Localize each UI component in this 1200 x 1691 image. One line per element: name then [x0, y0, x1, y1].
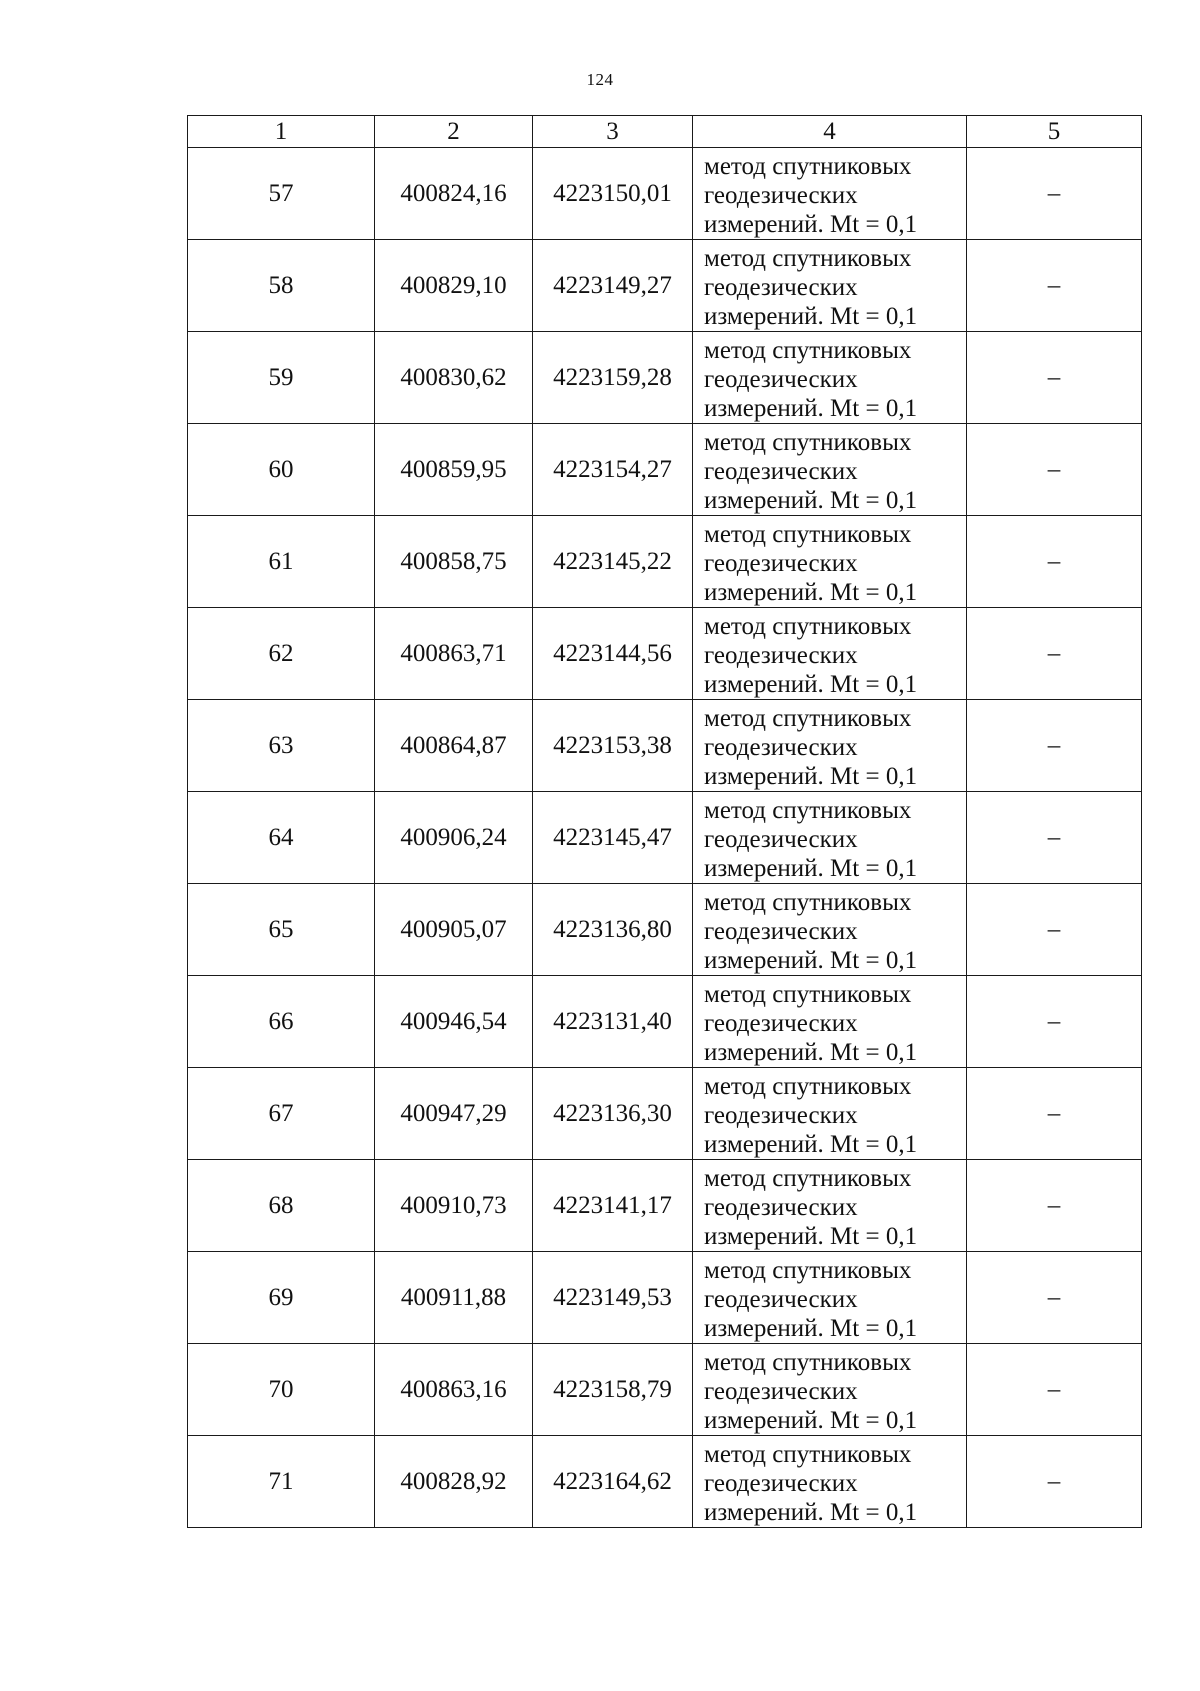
method-description-cell	[693, 976, 967, 1068]
method-description-cell	[693, 332, 967, 424]
note-cell: –	[967, 884, 1142, 976]
point-number-cell: 69	[188, 1252, 375, 1344]
y-coordinate-cell: 4223131,40	[533, 976, 693, 1068]
y-coordinate-cell: 4223136,30	[533, 1068, 693, 1160]
note-cell: –	[967, 1344, 1142, 1436]
y-coordinate-cell: 4223145,22	[533, 516, 693, 608]
note-cell: –	[967, 148, 1142, 240]
x-coordinate-cell: 400828,92	[375, 1436, 533, 1528]
point-number-cell: 65	[188, 884, 375, 976]
method-description-cell	[693, 1252, 967, 1344]
x-coordinate-cell: 400910,73	[375, 1160, 533, 1252]
point-number-cell: 61	[188, 516, 375, 608]
method-description-line: геодезических	[704, 1102, 858, 1129]
note-cell: –	[967, 608, 1142, 700]
y-coordinate-cell: 4223164,62	[533, 1436, 693, 1528]
y-coordinate-cell: 4223145,47	[533, 792, 693, 884]
y-coordinate-cell: 4223153,38	[533, 700, 693, 792]
point-number-cell: 59	[188, 332, 375, 424]
column-header-2: 2	[375, 116, 533, 148]
table-row	[188, 148, 1142, 240]
y-coordinate-cell: 4223158,79	[533, 1344, 693, 1436]
method-description-line: измерений. Mt = 0,1	[704, 763, 918, 790]
y-coordinate-cell: 4223144,56	[533, 608, 693, 700]
y-coordinate-cell: 4223149,53	[533, 1252, 693, 1344]
table-row	[188, 792, 1142, 884]
y-coordinate-cell: 4223141,17	[533, 1160, 693, 1252]
point-number-cell: 62	[188, 608, 375, 700]
point-number-cell: 68	[188, 1160, 375, 1252]
method-description-cell	[693, 1068, 967, 1160]
method-description-line: геодезических	[704, 366, 858, 393]
table-row	[188, 1252, 1142, 1344]
method-description-line: геодезических	[704, 1286, 858, 1313]
table-row	[188, 884, 1142, 976]
method-description-line: измерений. Mt = 0,1	[704, 487, 918, 514]
table-row	[188, 700, 1142, 792]
x-coordinate-cell: 400859,95	[375, 424, 533, 516]
method-description-line: метод спутниковых	[704, 245, 912, 272]
method-description-line: метод спутниковых	[704, 337, 912, 364]
table-row	[188, 1068, 1142, 1160]
header-row	[188, 116, 1142, 148]
point-number-cell: 66	[188, 976, 375, 1068]
point-number-cell: 58	[188, 240, 375, 332]
y-coordinate-cell: 4223136,80	[533, 884, 693, 976]
method-description-cell	[693, 240, 967, 332]
method-description-line: измерений. Mt = 0,1	[704, 579, 918, 606]
table-row	[188, 976, 1142, 1068]
method-description-line: метод спутниковых	[704, 889, 912, 916]
x-coordinate-cell: 400863,16	[375, 1344, 533, 1436]
point-number-cell: 71	[188, 1436, 375, 1528]
x-coordinate-cell: 400947,29	[375, 1068, 533, 1160]
note-cell: –	[967, 516, 1142, 608]
method-description-line: метод спутниковых	[704, 1257, 912, 1284]
x-coordinate-cell: 400864,87	[375, 700, 533, 792]
column-header-5: 5	[967, 116, 1142, 148]
x-coordinate-cell: 400829,10	[375, 240, 533, 332]
note-cell: –	[967, 976, 1142, 1068]
method-description-line: геодезических	[704, 918, 858, 945]
method-description-cell	[693, 1160, 967, 1252]
note-cell: –	[967, 1160, 1142, 1252]
point-number-cell: 60	[188, 424, 375, 516]
method-description-line: геодезических	[704, 550, 858, 577]
method-description-line: метод спутниковых	[704, 1165, 912, 1192]
note-cell: –	[967, 424, 1142, 516]
point-number-cell: 70	[188, 1344, 375, 1436]
table-row	[188, 240, 1142, 332]
method-description-line: измерений. Mt = 0,1	[704, 855, 918, 882]
method-description-line: геодезических	[704, 182, 858, 209]
method-description-line: измерений. Mt = 0,1	[704, 1315, 918, 1342]
method-description-line: измерений. Mt = 0,1	[704, 671, 918, 698]
method-description-cell	[693, 1436, 967, 1528]
x-coordinate-cell: 400858,75	[375, 516, 533, 608]
method-description-cell	[693, 792, 967, 884]
table-row	[188, 516, 1142, 608]
method-description-line: геодезических	[704, 1010, 858, 1037]
method-description-line: метод спутниковых	[704, 1349, 912, 1376]
method-description-line: метод спутниковых	[704, 705, 912, 732]
method-description-line: измерений. Mt = 0,1	[704, 1131, 918, 1158]
table-row	[188, 332, 1142, 424]
method-description-line: измерений. Mt = 0,1	[704, 1407, 918, 1434]
x-coordinate-cell: 400911,88	[375, 1252, 533, 1344]
method-description-line: метод спутниковых	[704, 521, 912, 548]
method-description-line: геодезических	[704, 1470, 858, 1497]
method-description-line: измерений. Mt = 0,1	[704, 1223, 918, 1250]
method-description-cell	[693, 148, 967, 240]
method-description-line: измерений. Mt = 0,1	[704, 947, 918, 974]
point-number-cell: 57	[188, 148, 375, 240]
method-description-line: измерений. Mt = 0,1	[704, 395, 918, 422]
point-number-cell: 63	[188, 700, 375, 792]
x-coordinate-cell: 400824,16	[375, 148, 533, 240]
coordinates-table	[187, 115, 1142, 1528]
method-description-cell	[693, 700, 967, 792]
method-description-cell	[693, 516, 967, 608]
table-row	[188, 424, 1142, 516]
method-description-line: геодезических	[704, 1194, 858, 1221]
note-cell: –	[967, 332, 1142, 424]
x-coordinate-cell: 400863,71	[375, 608, 533, 700]
method-description-line: геодезических	[704, 826, 858, 853]
method-description-line: измерений. Mt = 0,1	[704, 1039, 918, 1066]
method-description-line: метод спутниковых	[704, 1441, 912, 1468]
method-description-line: метод спутниковых	[704, 153, 912, 180]
method-description-line: метод спутниковых	[704, 1073, 912, 1100]
note-cell: –	[967, 1436, 1142, 1528]
table-body	[188, 148, 1142, 1528]
method-description-line: геодезических	[704, 642, 858, 669]
method-description-line: измерений. Mt = 0,1	[704, 211, 918, 238]
method-description-line: измерений. Mt = 0,1	[704, 1499, 918, 1526]
method-description-line: метод спутниковых	[704, 429, 912, 456]
column-header-4: 4	[693, 116, 967, 148]
y-coordinate-cell: 4223154,27	[533, 424, 693, 516]
method-description-line: метод спутниковых	[704, 981, 912, 1008]
method-description-line: геодезических	[704, 458, 858, 485]
table-header	[188, 116, 1142, 148]
method-description-line: геодезических	[704, 1378, 858, 1405]
method-description-line: метод спутниковых	[704, 613, 912, 640]
table-row	[188, 608, 1142, 700]
table-row	[188, 1344, 1142, 1436]
note-cell: –	[967, 240, 1142, 332]
method-description-cell	[693, 608, 967, 700]
method-description-line: геодезических	[704, 734, 858, 761]
x-coordinate-cell: 400946,54	[375, 976, 533, 1068]
method-description-line: измерений. Mt = 0,1	[704, 303, 918, 330]
method-description-cell	[693, 884, 967, 976]
method-description-cell	[693, 1344, 967, 1436]
y-coordinate-cell: 4223159,28	[533, 332, 693, 424]
column-header-1: 1	[188, 116, 375, 148]
table-row	[188, 1436, 1142, 1528]
y-coordinate-cell: 4223149,27	[533, 240, 693, 332]
column-header-3: 3	[533, 116, 693, 148]
note-cell: –	[967, 1252, 1142, 1344]
note-cell: –	[967, 792, 1142, 884]
note-cell: –	[967, 700, 1142, 792]
page-number: 124	[586, 70, 614, 89]
x-coordinate-cell: 400905,07	[375, 884, 533, 976]
y-coordinate-cell: 4223150,01	[533, 148, 693, 240]
method-description-line: геодезических	[704, 274, 858, 301]
method-description-cell	[693, 424, 967, 516]
x-coordinate-cell: 400830,62	[375, 332, 533, 424]
table-row	[188, 1160, 1142, 1252]
note-cell: –	[967, 1068, 1142, 1160]
point-number-cell: 64	[188, 792, 375, 884]
x-coordinate-cell: 400906,24	[375, 792, 533, 884]
point-number-cell: 67	[188, 1068, 375, 1160]
method-description-line: метод спутниковых	[704, 797, 912, 824]
